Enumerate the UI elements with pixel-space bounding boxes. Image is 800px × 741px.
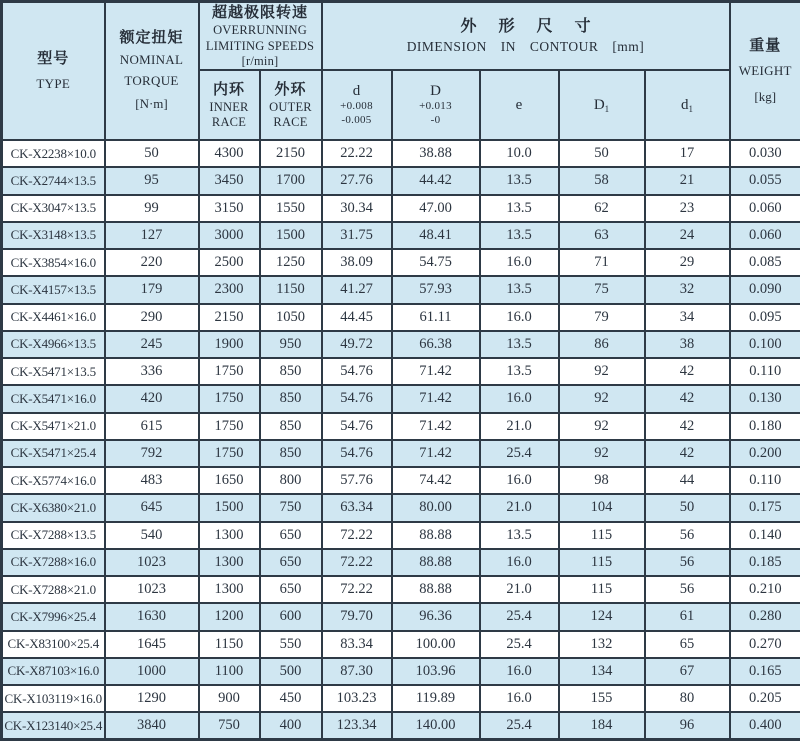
cell-D: 88.88	[392, 522, 480, 549]
cell-e: 13.5	[480, 276, 559, 303]
cell-inner-race: 1750	[199, 440, 260, 467]
cell-D: 57.93	[392, 276, 480, 303]
cell-d: 83.34	[322, 631, 392, 658]
cell-D1: 132	[559, 631, 645, 658]
table-row	[2, 140, 800, 167]
outer-race-en1: OUTER	[269, 99, 312, 114]
e-label: e	[515, 97, 523, 113]
cell-weight: 0.095	[730, 304, 800, 331]
d-tolerance-minus: -0.005	[341, 114, 372, 126]
cell-outer-race: 650	[260, 522, 322, 549]
cell-torque: 792	[105, 440, 199, 467]
cell-e: 10.0	[480, 140, 559, 167]
D1-label: D	[593, 97, 605, 113]
cell-type: CK-X83100×25.4	[2, 631, 105, 658]
speeds-header-en1: OVERRUNNING	[213, 23, 307, 38]
cell-D: 88.88	[392, 549, 480, 576]
cell-torque: 1000	[105, 658, 199, 685]
cell-d: 63.34	[322, 494, 392, 521]
cell-outer-race: 850	[260, 440, 322, 467]
cell-d: 54.76	[322, 413, 392, 440]
cell-d1: 80	[645, 685, 730, 712]
cell-outer-race: 1550	[260, 195, 322, 222]
weight-header-unit: [kg]	[754, 88, 777, 104]
cell-D1: 62	[559, 195, 645, 222]
cell-outer-race: 650	[260, 549, 322, 576]
cell-weight: 0.180	[730, 413, 800, 440]
cell-e: 25.4	[480, 631, 559, 658]
cell-D: 54.75	[392, 249, 480, 276]
torque-header-en1: NOMINAL	[119, 52, 184, 68]
cell-e: 16.0	[480, 467, 559, 494]
cell-inner-race: 900	[199, 685, 260, 712]
cell-type: CK-X3854×16.0	[2, 249, 105, 276]
cell-outer-race: 1050	[260, 304, 322, 331]
cell-inner-race: 2300	[199, 276, 260, 303]
cell-e: 21.0	[480, 494, 559, 521]
cell-type: CK-X7288×21.0	[2, 576, 105, 603]
cell-torque: 615	[105, 413, 199, 440]
cell-e: 21.0	[480, 413, 559, 440]
cell-type: CK-X7996×25.4	[2, 603, 105, 630]
cell-inner-race: 4300	[199, 140, 260, 167]
cell-d1: 17	[645, 140, 730, 167]
col-header-d1	[645, 70, 730, 140]
table-row	[2, 304, 800, 331]
cell-d1: 44	[645, 467, 730, 494]
cell-e: 16.0	[480, 658, 559, 685]
dimension-header-en	[323, 39, 729, 55]
d-label: d	[352, 83, 361, 100]
cell-torque: 3840	[105, 712, 199, 739]
cell-inner-race: 1300	[199, 549, 260, 576]
cell-inner-race: 1200	[199, 603, 260, 630]
cell-outer-race: 1150	[260, 276, 322, 303]
cell-d: 57.76	[322, 467, 392, 494]
cell-weight: 0.205	[730, 685, 800, 712]
cell-weight: 0.270	[730, 631, 800, 658]
cell-inner-race: 3150	[199, 195, 260, 222]
col-header-D1	[559, 70, 645, 140]
table-row	[2, 658, 800, 685]
cell-D1: 50	[559, 140, 645, 167]
cell-outer-race: 600	[260, 603, 322, 630]
cell-weight: 0.100	[730, 331, 800, 358]
cell-e: 13.5	[480, 522, 559, 549]
cell-weight: 0.165	[730, 658, 800, 685]
cell-D1: 115	[559, 576, 645, 603]
table-row	[2, 195, 800, 222]
cell-D: 100.00	[392, 631, 480, 658]
cell-outer-race: 1700	[260, 167, 322, 194]
cell-type: CK-X123140×25.4	[2, 712, 105, 739]
cell-d: 79.70	[322, 603, 392, 630]
cell-weight: 0.130	[730, 385, 800, 412]
outer-race-zh: 外环	[274, 81, 307, 98]
D-label: D	[430, 83, 441, 100]
col-header-torque	[105, 2, 199, 141]
cell-torque: 95	[105, 167, 199, 194]
dimension-header-en-text: DIMENSION IN CONTOUR	[406, 39, 599, 55]
cell-d1: 65	[645, 631, 730, 658]
cell-e: 25.4	[480, 603, 559, 630]
cell-D: 48.41	[392, 222, 480, 249]
cell-outer-race: 800	[260, 467, 322, 494]
cell-type: CK-X5774×16.0	[2, 467, 105, 494]
cell-outer-race: 450	[260, 685, 322, 712]
table-row	[2, 413, 800, 440]
cell-torque: 290	[105, 304, 199, 331]
cell-D: 66.38	[392, 331, 480, 358]
cell-d1: 42	[645, 385, 730, 412]
cell-d: 31.75	[322, 222, 392, 249]
table-row	[2, 331, 800, 358]
cell-d: 30.34	[322, 195, 392, 222]
cell-D: 96.36	[392, 603, 480, 630]
cell-e: 13.5	[480, 222, 559, 249]
cell-D1: 71	[559, 249, 645, 276]
cell-torque: 245	[105, 331, 199, 358]
cell-d1: 38	[645, 331, 730, 358]
cell-torque: 127	[105, 222, 199, 249]
cell-D: 103.96	[392, 658, 480, 685]
cell-d1: 32	[645, 276, 730, 303]
col-header-type	[2, 2, 105, 141]
col-header-inner-race	[199, 70, 260, 140]
dimension-header-zh: 外形尺寸	[460, 17, 613, 35]
torque-header-en2: TORQUE	[124, 73, 179, 89]
table-row	[2, 222, 800, 249]
cell-D1: 184	[559, 712, 645, 739]
cell-torque: 99	[105, 195, 199, 222]
cell-d1: 96	[645, 712, 730, 739]
cell-D: 140.00	[392, 712, 480, 739]
cell-inner-race: 1300	[199, 576, 260, 603]
cell-outer-race: 1500	[260, 222, 322, 249]
cell-outer-race: 850	[260, 385, 322, 412]
table-row	[2, 249, 800, 276]
cell-e: 16.0	[480, 385, 559, 412]
cell-d1: 42	[645, 358, 730, 385]
table-header	[2, 2, 800, 141]
cell-weight: 0.030	[730, 140, 800, 167]
cell-d1: 56	[645, 522, 730, 549]
speeds-header-zh: 超越极限转速	[211, 5, 308, 21]
cell-D1: 115	[559, 522, 645, 549]
table-row	[2, 167, 800, 194]
cell-d1: 42	[645, 413, 730, 440]
table-row	[2, 522, 800, 549]
cell-weight: 0.175	[730, 494, 800, 521]
cell-outer-race: 650	[260, 576, 322, 603]
table-row	[2, 576, 800, 603]
cell-D1: 104	[559, 494, 645, 521]
cell-torque: 336	[105, 358, 199, 385]
cell-weight: 0.185	[730, 549, 800, 576]
cell-e: 25.4	[480, 712, 559, 739]
cell-outer-race: 500	[260, 658, 322, 685]
cell-inner-race: 1150	[199, 631, 260, 658]
cell-outer-race: 1250	[260, 249, 322, 276]
cell-inner-race: 1100	[199, 658, 260, 685]
cell-d1: 61	[645, 603, 730, 630]
cell-D: 44.42	[392, 167, 480, 194]
cell-D: 61.11	[392, 304, 480, 331]
cell-weight: 0.200	[730, 440, 800, 467]
cell-D1: 92	[559, 385, 645, 412]
cell-inner-race: 1750	[199, 413, 260, 440]
cell-weight: 0.110	[730, 358, 800, 385]
cell-type: CK-X103119×16.0	[2, 685, 105, 712]
cell-torque: 540	[105, 522, 199, 549]
cell-type: CK-X5471×25.4	[2, 440, 105, 467]
table-row	[2, 385, 800, 412]
cell-e: 16.0	[480, 304, 559, 331]
D-tolerance-plus: +0.013	[419, 100, 452, 113]
cell-D: 119.89	[392, 685, 480, 712]
cell-torque: 179	[105, 276, 199, 303]
cell-d: 72.22	[322, 522, 392, 549]
table-row	[2, 494, 800, 521]
dimension-header-unit: [mm]	[612, 39, 645, 55]
cell-weight: 0.085	[730, 249, 800, 276]
cell-type: CK-X2238×10.0	[2, 140, 105, 167]
cell-weight: 0.140	[730, 522, 800, 549]
D-tolerance-minus: -0	[430, 114, 441, 126]
d1-label: d	[681, 97, 689, 113]
cell-torque: 50	[105, 140, 199, 167]
col-header-outer-race	[260, 70, 322, 140]
cell-e: 16.0	[480, 685, 559, 712]
cell-D1: 75	[559, 276, 645, 303]
cell-type: CK-X3047×13.5	[2, 195, 105, 222]
cell-d: 54.76	[322, 385, 392, 412]
cell-d1: 67	[645, 658, 730, 685]
cell-outer-race: 550	[260, 631, 322, 658]
cell-D: 71.42	[392, 440, 480, 467]
table-row	[2, 467, 800, 494]
cell-d1: 42	[645, 440, 730, 467]
cell-torque: 220	[105, 249, 199, 276]
cell-d: 54.76	[322, 358, 392, 385]
cell-torque: 645	[105, 494, 199, 521]
cell-torque: 1290	[105, 685, 199, 712]
type-header-zh: 型号	[37, 50, 70, 67]
cell-e: 13.5	[480, 195, 559, 222]
cell-d1: 21	[645, 167, 730, 194]
d-tolerance-plus: +0.008	[340, 100, 373, 113]
cell-D1: 115	[559, 549, 645, 576]
cell-d: 123.34	[322, 712, 392, 739]
type-header-en: TYPE	[36, 76, 71, 92]
cell-D1: 134	[559, 658, 645, 685]
col-header-weight	[730, 2, 800, 141]
cell-d1: 23	[645, 195, 730, 222]
table-row	[2, 549, 800, 576]
speeds-header-unit: [r/min]	[241, 53, 279, 68]
cell-D1: 92	[559, 358, 645, 385]
cell-d: 87.30	[322, 658, 392, 685]
cell-e: 16.0	[480, 249, 559, 276]
cell-torque: 420	[105, 385, 199, 412]
cell-e: 16.0	[480, 549, 559, 576]
speeds-header-en2: LIMITING SPEEDS	[205, 38, 315, 53]
cell-outer-race: 400	[260, 712, 322, 739]
cell-type: CK-X4966×13.5	[2, 331, 105, 358]
cell-D: 38.88	[392, 140, 480, 167]
cell-d: 27.76	[322, 167, 392, 194]
cell-torque: 483	[105, 467, 199, 494]
cell-type: CK-X4157×13.5	[2, 276, 105, 303]
cell-D: 47.00	[392, 195, 480, 222]
cell-torque: 1023	[105, 576, 199, 603]
cell-inner-race: 3000	[199, 222, 260, 249]
cell-type: CK-X4461×16.0	[2, 304, 105, 331]
col-header-e	[480, 70, 559, 140]
cell-torque: 1645	[105, 631, 199, 658]
cell-d1: 56	[645, 576, 730, 603]
table-row	[2, 685, 800, 712]
cell-e: 13.5	[480, 167, 559, 194]
col-header-dimension	[322, 2, 730, 71]
cell-d: 72.22	[322, 549, 392, 576]
cell-weight: 0.110	[730, 467, 800, 494]
outer-race-en2: RACE	[273, 115, 308, 130]
table-row	[2, 603, 800, 630]
cell-D: 71.42	[392, 413, 480, 440]
cell-type: CK-X5471×16.0	[2, 385, 105, 412]
cell-d1: 50	[645, 494, 730, 521]
cell-type: CK-X87103×16.0	[2, 658, 105, 685]
cell-d1: 34	[645, 304, 730, 331]
cell-D1: 86	[559, 331, 645, 358]
cell-inner-race: 1300	[199, 522, 260, 549]
cell-e: 21.0	[480, 576, 559, 603]
cell-inner-race: 1750	[199, 385, 260, 412]
cell-weight: 0.210	[730, 576, 800, 603]
table-body	[2, 140, 800, 740]
cell-D1: 124	[559, 603, 645, 630]
cell-e: 13.5	[480, 358, 559, 385]
cell-d: 38.09	[322, 249, 392, 276]
cell-type: CK-X2744×13.5	[2, 167, 105, 194]
cell-inner-race: 1900	[199, 331, 260, 358]
cell-inner-race: 1750	[199, 358, 260, 385]
cell-d: 41.27	[322, 276, 392, 303]
cell-torque: 1630	[105, 603, 199, 630]
weight-header-en: WEIGHT	[738, 62, 792, 78]
cell-type: CK-X5471×21.0	[2, 413, 105, 440]
cell-inner-race: 750	[199, 712, 260, 739]
table-row	[2, 631, 800, 658]
cell-type: CK-X5471×13.5	[2, 358, 105, 385]
cell-weight: 0.060	[730, 222, 800, 249]
cell-weight: 0.055	[730, 167, 800, 194]
cell-D1: 98	[559, 467, 645, 494]
cell-e: 13.5	[480, 331, 559, 358]
cell-d: 44.45	[322, 304, 392, 331]
cell-d1: 29	[645, 249, 730, 276]
cell-D: 88.88	[392, 576, 480, 603]
table-row	[2, 358, 800, 385]
table-row	[2, 712, 800, 739]
D1-subscript: 1	[604, 104, 610, 114]
cell-D: 71.42	[392, 385, 480, 412]
cell-D1: 58	[559, 167, 645, 194]
cell-outer-race: 850	[260, 358, 322, 385]
cell-outer-race: 950	[260, 331, 322, 358]
inner-race-zh: 内环	[212, 81, 245, 98]
inner-race-en2: RACE	[211, 115, 247, 130]
cell-outer-race: 850	[260, 413, 322, 440]
cell-D: 80.00	[392, 494, 480, 521]
cell-d1: 24	[645, 222, 730, 249]
cell-D1: 92	[559, 413, 645, 440]
cell-inner-race: 2500	[199, 249, 260, 276]
cell-weight: 0.400	[730, 712, 800, 739]
cell-type: CK-X7288×16.0	[2, 549, 105, 576]
cell-type: CK-X6380×21.0	[2, 494, 105, 521]
table-row	[2, 440, 800, 467]
cell-D: 74.42	[392, 467, 480, 494]
inner-race-en1: INNER	[209, 99, 249, 114]
cell-type: CK-X3148×13.5	[2, 222, 105, 249]
cell-D1: 92	[559, 440, 645, 467]
cell-type: CK-X7288×13.5	[2, 522, 105, 549]
cell-D1: 155	[559, 685, 645, 712]
cell-d: 22.22	[322, 140, 392, 167]
cell-torque: 1023	[105, 549, 199, 576]
torque-header-zh: 额定扭矩	[119, 30, 184, 47]
cell-d: 103.23	[322, 685, 392, 712]
col-header-speeds	[199, 2, 322, 71]
table-row	[2, 276, 800, 303]
cell-inner-race: 3450	[199, 167, 260, 194]
cell-d1: 56	[645, 549, 730, 576]
cell-inner-race: 2150	[199, 304, 260, 331]
d1-subscript: 1	[688, 104, 693, 114]
cell-inner-race: 1650	[199, 467, 260, 494]
cell-d: 54.76	[322, 440, 392, 467]
cell-inner-race: 1500	[199, 494, 260, 521]
cell-weight: 0.090	[730, 276, 800, 303]
cell-D1: 79	[559, 304, 645, 331]
torque-header-unit: [N·m]	[135, 96, 168, 112]
col-header-D	[392, 70, 480, 140]
cell-e: 25.4	[480, 440, 559, 467]
cell-outer-race: 750	[260, 494, 322, 521]
cell-d: 49.72	[322, 331, 392, 358]
cell-D1: 63	[559, 222, 645, 249]
cell-outer-race: 2150	[260, 140, 322, 167]
cell-D: 71.42	[392, 358, 480, 385]
cell-weight: 0.060	[730, 195, 800, 222]
col-header-d	[322, 70, 392, 140]
weight-header-zh: 重量	[749, 37, 782, 54]
cell-weight: 0.280	[730, 603, 800, 630]
cell-d: 72.22	[322, 576, 392, 603]
